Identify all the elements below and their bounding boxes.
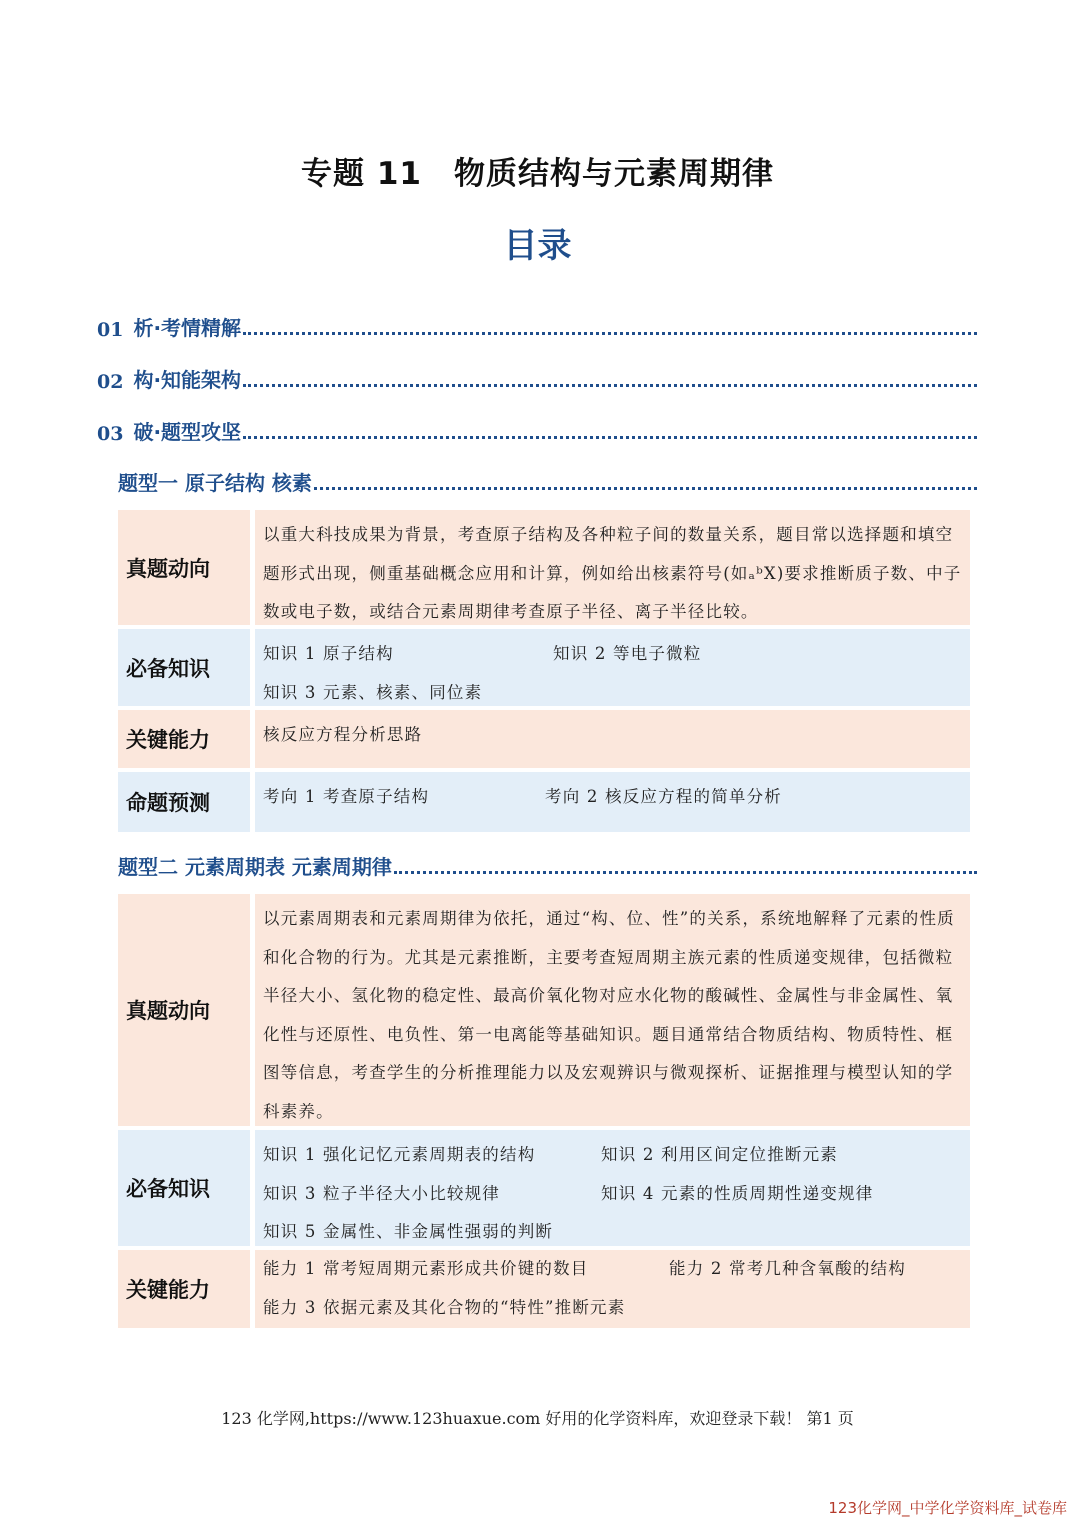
toc-item-3[interactable] <box>97 415 977 445</box>
knowledge-list <box>255 629 970 706</box>
section-1-heading[interactable] <box>118 466 977 496</box>
knowledge-item: 知识 5 金属性、非金属性强弱的判断 <box>263 1222 554 1241</box>
toc-leader <box>243 332 977 335</box>
section-2-trend-row <box>118 894 970 1126</box>
section-1-ability-row <box>118 710 970 768</box>
ability-item: 能力 1 常考短周期元素形成共价键的数目 <box>263 1259 589 1278</box>
knowledge-item: 知识 2 等电子微粒 <box>553 644 702 663</box>
toc-leader <box>243 384 977 387</box>
toc-label: 破·题型攻坚 <box>133 420 242 444</box>
section-2-table <box>118 894 970 1332</box>
page-footer: 123 化学网,https://www.123huaxue.com 好用的化学资料库，欢迎登录下载！ 第1 页 <box>221 1409 854 1428</box>
forecast-list <box>255 772 970 832</box>
ability-item: 核反应方程分析思路 <box>255 710 970 768</box>
watermark: 123化学网_中学化学资料库_试卷库 <box>828 1499 1067 1517</box>
toc-item-2[interactable] <box>97 363 977 393</box>
ability-item: 能力 2 常考几种含氧酸的结构 <box>669 1259 906 1278</box>
trend-label: 真题动向 <box>118 894 250 1126</box>
forecast-item: 考向 1 考查原子结构 <box>263 787 430 806</box>
trend-text: 以元素周期表和元素周期律为依托，通过“构、位、性”的关系，系统地解释了元素的性质和化合物的行为。尤其是元素推断，主要考查短周期主族元素的性质递变规律，包括微粒半径大小、氢化物的稳定性、最高价氧化物对应水化物的酸碱性、金属性与非金属性、氧化性与还原性、电负性、第一电离能等基础知识。题目通常结合物质结构、物质特性、框图等信息，考查学生的分析推理能力以及宏观辨识与微观探析、证据推理与模型认知的学科素养。 <box>255 894 970 1126</box>
knowledge-item: 知识 3 元素、核素、同位素 <box>263 682 483 702</box>
knowledge-item: 知识 2 利用区间定位推断元素 <box>601 1145 838 1164</box>
toc-item-1[interactable] <box>97 311 977 341</box>
section-1-table <box>118 510 970 836</box>
section-1-trend-row <box>118 510 970 625</box>
toc-leader <box>243 436 977 439</box>
knowledge-item: 知识 3 粒子半径大小比较规律 <box>263 1183 500 1203</box>
knowledge-item: 知识 4 元素的性质周期性递变规律 <box>601 1183 874 1203</box>
toc-number: 03 <box>97 423 124 445</box>
knowledge-label: 必备知识 <box>118 1130 250 1246</box>
ability-list <box>255 1250 970 1328</box>
section-1-knowledge-row <box>118 629 970 706</box>
section-2-knowledge-row <box>118 1130 970 1246</box>
toc-number: 02 <box>97 371 124 393</box>
document-title: 专题 11 物质结构与元素周期律 <box>301 156 774 192</box>
section-2-label: 题型二 元素周期表 元素周期律 <box>118 855 392 879</box>
section-2-ability-row <box>118 1250 970 1328</box>
ability-item: 能力 3 依据元素及其化合物的“特性”推断元素 <box>263 1298 626 1317</box>
section-1-forecast-row <box>118 772 970 832</box>
forecast-item: 考向 2 核反应方程的简单分析 <box>545 787 782 806</box>
toc-number: 01 <box>97 319 124 341</box>
trend-text: 以重大科技成果为背景，考查原子结构及各种粒子间的数量关系，题目常以选择题和填空题形式出现，侧重基础概念应用和计算，例如给出核素符号(如ₐᵇX)要求推断质子数、中子数或电子数，或结合元素周期律考查原子半径、离子半径比较。 <box>255 510 970 625</box>
toc-leader <box>314 487 977 490</box>
toc-heading: 目录 <box>503 226 572 266</box>
knowledge-label: 必备知识 <box>118 629 250 706</box>
trend-label: 真题动向 <box>118 510 250 625</box>
section-1-label: 题型一 原子结构 核素 <box>118 471 312 495</box>
knowledge-list <box>255 1130 970 1246</box>
ability-label: 关键能力 <box>118 1250 250 1328</box>
knowledge-item: 知识 1 原子结构 <box>263 644 394 663</box>
ability-label: 关键能力 <box>118 710 250 768</box>
toc-label: 析·考情精解 <box>133 316 242 340</box>
toc-label: 构·知能架构 <box>133 368 242 392</box>
section-2-heading[interactable] <box>118 850 977 880</box>
forecast-label: 命题预测 <box>118 772 250 832</box>
toc-leader <box>394 871 977 874</box>
knowledge-item: 知识 1 强化记忆元素周期表的结构 <box>263 1145 536 1164</box>
